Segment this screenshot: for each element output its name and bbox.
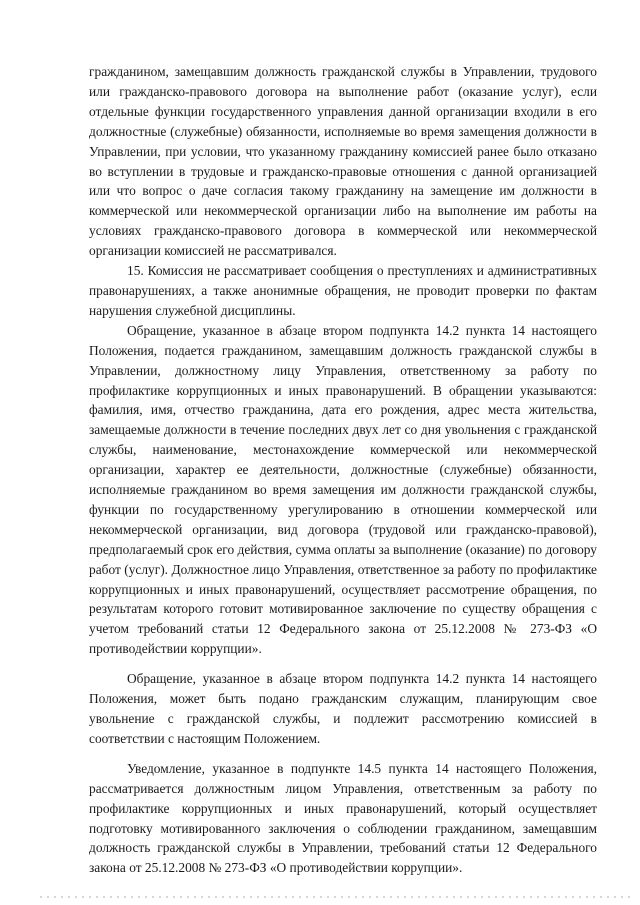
paragraph-appeal-civil-servant: Обращение, указанное в абзаце втором подпункта 14.2 пункта 14 настоящего Положения, может быть подано гражданским служащим, планирующим свое увольнение с гражданской службы, и подлежит рассмотрению комиссией в соответствии с настоящим Положением. xyxy=(89,671,597,746)
document-page xyxy=(89,62,597,878)
paragraph-item-15: 15. Комиссия не рассматривает сообщения о преступлениях и административных правонарушениях, а также анонимные обращения, не проводит проверки по фактам нарушения служебной дисциплины. xyxy=(89,263,597,318)
scan-artifact-line xyxy=(40,896,632,898)
paragraph-notification: Уведомление, указанное в подпункте 14.5 пункта 14 настоящего Положения, рассматривается должностным лицом Управления, ответственным за работу по профилактике коррупционных и иных правонарушений, который осуществляет подготовку мотивированного заключения о соблюдении гражданином, замещавшим должность гражданской службы в Управлении, требований статьи 12 Федерального закона от 25.12.2008 № 273-ФЗ «О противодействии коррупции». xyxy=(89,760,597,876)
paragraph-continuation: гражданином, замещавшим должность гражданской службы в Управлении, трудового или гражданско-правового договора на выполнение работ (оказание услуг), если отдельные функции государственного управления данной организации входили в его должностные (служебные) обязанности, исполняемые во время замещения должности в Управлении, при условии, что указанному гражданину комиссией ранее было отказано во вступлении в трудовые и гражданско-правовые отношения с данной организацией или что вопрос о даче согласия такому гражданину на замещение им должности в коммерческой или некоммерческой организации либо на выполнение им работы на условиях гражданско-правового договора в коммерческой или некоммерческой организации комиссией не рассматривался. xyxy=(89,64,597,259)
paragraph-appeal-procedure: Обращение, указанное в абзаце втором подпункта 14.2 пункта 14 настоящего Положения, подается гражданином, замещавшим должность гражданской службы в Управлении, должностному лицу Управления, ответственному за работу по профилактике коррупционных и иных правонарушений. В обращении указываются: фамилия, имя, отчество гражданина, дата его рождения, адрес места жительства, замещаемые должности в течение последних двух лет со дня увольнения с гражданской службы, наименование, местонахождение коммерческой или некоммерческой организации, характер ее деятельности, должностные (служебные) обязанности, исполняемые гражданином во время замещения им должности гражданской службы, функции по государственному урегулированию в отношении коммерческой или некоммерческой организации, вид договора (трудовой или гражданско-правовой), предполагаемый срок его действия, сумма оплаты за выполнение (оказание) по договору работ (услуг). Должностное лицо Управления, ответственное за работу по профилактике коррупционных и иных правонарушений, осуществляет рассмотрение обращения, по результатам которого готовит мотивированное заключение по существу обращения с учетом требований статьи 12 Федерального закона от 25.12.2008 № 273-ФЗ «О противодействии коррупции». xyxy=(89,322,597,657)
